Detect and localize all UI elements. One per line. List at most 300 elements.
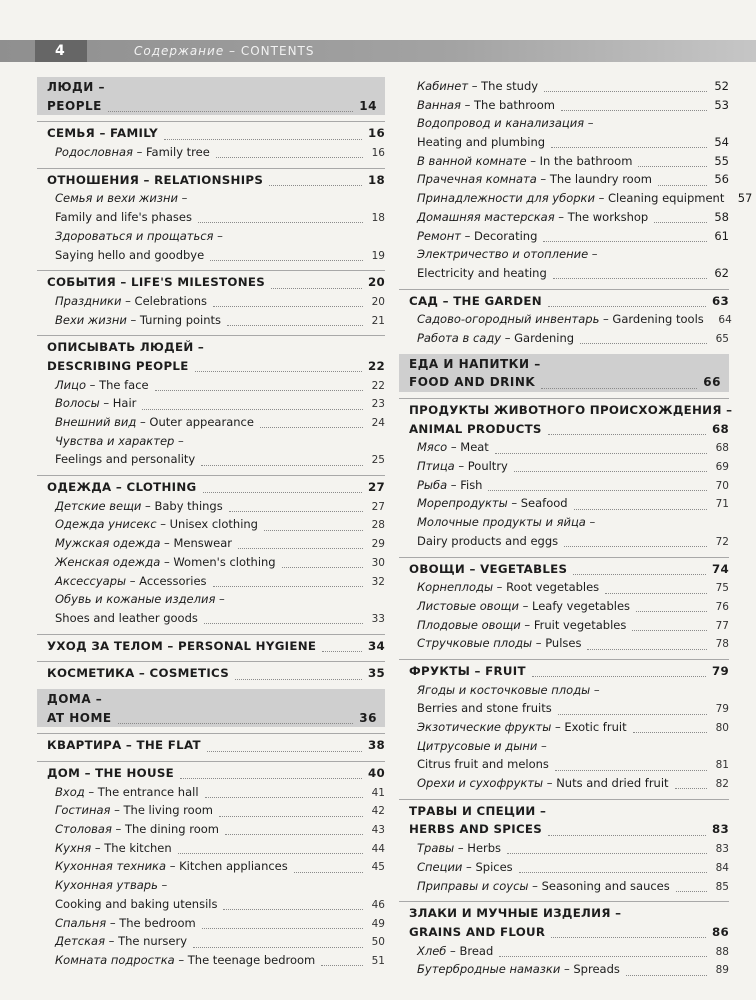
toc-subentry-page: 22: [371, 379, 385, 392]
toc-subentry[interactable]: [417, 457, 729, 476]
toc-section: [37, 77, 385, 115]
dot-leader: [223, 908, 363, 910]
toc-subentry[interactable]: [417, 189, 753, 208]
toc-subentry[interactable]: [417, 578, 729, 597]
toc-subentry-title: Работа в саду – Gardening: [417, 330, 575, 345]
toc-group: [399, 398, 733, 551]
toc-subentry-page: 65: [715, 332, 729, 345]
subentry-en-label: Pulses: [545, 636, 582, 651]
dot-leader: [282, 566, 363, 568]
toc-subentry-page: 32: [371, 575, 385, 588]
subentry-ru-label: Волосы: [55, 396, 100, 411]
toc-subentry[interactable]: [55, 820, 385, 839]
toc-heading[interactable]: [47, 273, 385, 292]
toc-heading[interactable]: [409, 923, 729, 942]
dot-leader: [548, 834, 706, 836]
toc-section-entry-page: 14: [359, 98, 377, 113]
toc-subentry[interactable]: [55, 951, 385, 970]
subentry-en-label: Family tree: [146, 145, 210, 160]
dot-leader: [675, 787, 707, 789]
dot-leader: [495, 452, 707, 454]
toc-subentry-page: 27: [371, 500, 385, 513]
toc-section-entry[interactable]: [47, 709, 377, 728]
toc-subentry[interactable]: [417, 329, 729, 348]
toc-subentry-page: 46: [371, 898, 385, 911]
subentry-en-label: Fish: [460, 477, 483, 492]
toc-subentry-page: 81: [715, 759, 729, 772]
dot-leader: [118, 722, 354, 724]
toc-subentry-page: 33: [371, 612, 385, 625]
toc-subentry[interactable]: [417, 839, 729, 858]
toc-subentry-ru: [417, 737, 729, 756]
toc-subentry-ru: [55, 876, 385, 895]
toc-heading[interactable]: [47, 736, 385, 755]
toc-subentry-page: 24: [371, 417, 385, 429]
toc-subentry-page: 83: [715, 843, 729, 856]
toc-subentry[interactable]: [55, 376, 385, 395]
toc-subentry-page: 25: [371, 454, 385, 467]
toc-subentry-ru: [55, 227, 385, 246]
toc-subentry-page: 75: [715, 582, 729, 595]
toc-subentry-page: 58: [714, 209, 729, 224]
toc-subentry-page: 43: [371, 824, 385, 837]
toc-subentry-page: 49: [371, 917, 385, 930]
toc-subentry-page: 30: [371, 556, 385, 569]
toc-subentries: [409, 310, 732, 347]
subentry-ru-label: Праздники: [55, 293, 122, 308]
dot-leader: [551, 146, 707, 148]
toc-subentry-title: Стручковые плоды – Pulses: [417, 636, 582, 651]
dot-leader: [142, 408, 363, 410]
subentry-en-label: The bedroom: [119, 915, 196, 930]
toc-subentry-title: Домашняя мастерская – The workshop: [417, 209, 649, 224]
toc-heading[interactable]: [47, 478, 385, 497]
heading-ru: ПРОДУКТЫ ЖИВОТНОГО ПРОИСХОЖДЕНИЯ –: [409, 403, 733, 417]
dot-leader: [488, 489, 707, 491]
subentry-en-label: Hair: [112, 396, 137, 411]
toc-group: [37, 270, 385, 329]
toc-heading[interactable]: [409, 560, 729, 579]
toc-heading-line: [47, 338, 385, 357]
toc-subentry[interactable]: [55, 534, 385, 553]
dot-leader: [219, 815, 363, 817]
subentry-en-label: The laundry room: [549, 172, 652, 187]
toc-subentry[interactable]: [55, 208, 385, 227]
toc-section-entry[interactable]: [409, 373, 721, 392]
toc-subentry-title: Мужская одежда – Menswear: [55, 536, 233, 551]
toc-heading-title: ОДЕЖДА – CLOTHING: [47, 480, 197, 495]
toc-group: [399, 77, 753, 283]
toc-subentry[interactable]: [55, 839, 385, 858]
dot-leader: [564, 545, 707, 547]
subentry-ru-label: Молочные продукты и яйца –: [417, 515, 596, 530]
subentry-ru-label: Водопровод и канализация –: [417, 116, 594, 131]
toc-subentry[interactable]: [55, 932, 385, 951]
subentry-ru-label: Орехи и сухофрукты: [417, 776, 544, 791]
dot-leader: [201, 464, 363, 466]
toc-subentry-page: 89: [715, 964, 729, 977]
subentry-en-label: Decorating: [474, 228, 538, 243]
dot-leader: [260, 426, 363, 428]
subentry-en-label: Root vegetables: [506, 580, 600, 595]
subentry-ru-label: Детские вещи: [55, 498, 142, 513]
toc-subentry[interactable]: [55, 413, 385, 432]
toc-subentry-title: Family and life's phases: [55, 210, 192, 225]
subentry-en-label: The kitchen: [104, 840, 172, 855]
dot-leader: [632, 629, 707, 631]
toc-subentry[interactable]: [55, 450, 385, 469]
toc-subentry[interactable]: [417, 597, 729, 616]
header-title-sep: –: [224, 44, 241, 58]
toc-subentry[interactable]: [55, 553, 385, 572]
dot-leader: [658, 184, 707, 186]
subentry-ru-label: Чувства и характер –: [55, 433, 184, 448]
toc-subentry[interactable]: [417, 133, 729, 152]
toc-subentry-title: Dairy products and eggs: [417, 533, 559, 548]
toc-subentry-title: Плодовые овощи – Fruit vegetables: [417, 617, 627, 632]
toc-subentry-title: Орехи и сухофрукты – Nuts and dried fruit: [417, 776, 669, 791]
toc-subentry-page: 51: [371, 954, 385, 967]
subentry-en-label: Celebrations: [134, 293, 208, 308]
dot-leader: [264, 529, 363, 531]
dot-leader: [210, 259, 363, 261]
toc-heading-page: 79: [711, 663, 729, 678]
toc-heading-page: 38: [367, 738, 385, 753]
toc-subentry[interactable]: [417, 755, 729, 774]
toc-heading[interactable]: [47, 357, 385, 376]
subentry-en-label: Fruit vegetables: [533, 617, 627, 632]
toc-subentry-page: 42: [371, 805, 385, 818]
toc-subentry[interactable]: [417, 264, 729, 283]
toc-subentry[interactable]: [55, 311, 385, 330]
subentry-ru-label: Птица: [417, 459, 455, 474]
header-title-en: CONTENTS: [240, 44, 315, 58]
toc-section-entry-title: PEOPLE: [47, 98, 102, 113]
toc-subentry-title: Женская одежда – Women's clothing: [55, 554, 276, 569]
toc-subentries: [47, 292, 385, 329]
toc-subentry[interactable]: [417, 699, 729, 718]
toc-subentry-ru: [417, 245, 729, 264]
toc-subentry[interactable]: [417, 152, 729, 171]
subentry-en-label: Nuts and dried fruit: [556, 776, 669, 791]
toc-subentry[interactable]: [417, 476, 729, 495]
toc-heading[interactable]: [409, 820, 729, 839]
subentry-en-label: Menswear: [173, 536, 233, 551]
dot-leader: [271, 287, 362, 289]
subentry-en-label: Women's clothing: [173, 554, 276, 569]
toc-subentry-page: 62: [714, 265, 729, 280]
toc-subentry-page: 18: [371, 212, 385, 225]
dot-leader: [676, 890, 707, 892]
toc-subentry[interactable]: [417, 227, 729, 246]
dot-leader: [605, 592, 707, 594]
subentry-en-label: Accessories: [139, 573, 207, 588]
toc-subentries: [409, 438, 729, 550]
dot-leader: [204, 622, 363, 624]
toc-subentry-title: Садово-огородный инвентарь – Gardening tools: [417, 312, 704, 327]
toc-subentry-title: Родословная – Family tree: [55, 145, 210, 160]
toc-subentry[interactable]: [55, 783, 385, 802]
heading-ru: ОПИСЫВАТЬ ЛЮДЕЙ –: [47, 340, 205, 355]
subentry-ru-label: Лицо: [55, 377, 86, 392]
toc-subentry[interactable]: [417, 96, 729, 115]
toc-subentries: [409, 839, 729, 895]
toc-group: [37, 121, 385, 161]
subentry-en-label: Bread: [459, 943, 494, 958]
toc-subentry[interactable]: [417, 616, 729, 635]
dot-leader: [507, 852, 707, 854]
toc-heading-page: 74: [711, 561, 729, 576]
toc-section-entry-title: FOOD AND DRINK: [409, 375, 536, 390]
toc-subentry[interactable]: [55, 497, 385, 516]
toc-subentry-page: 61: [714, 228, 729, 243]
right-column: [399, 77, 753, 979]
dot-leader: [322, 650, 362, 652]
section-title-ru: ДОМА –: [47, 691, 103, 706]
toc-subentry[interactable]: [55, 857, 385, 876]
toc-subentry[interactable]: [55, 572, 385, 591]
toc-subentry[interactable]: [417, 718, 729, 737]
toc-subentry[interactable]: [55, 292, 385, 311]
subentry-ru-label: Домашняя мастерская: [417, 209, 555, 224]
toc-heading-title: САД – THE GARDEN: [409, 293, 542, 308]
subentry-en-label: Seasoning and sauces: [541, 878, 670, 893]
dot-leader: [587, 648, 707, 650]
dot-leader: [164, 138, 362, 140]
subentry-ru-label: Комната подростка: [55, 952, 175, 967]
toc-subentries: [409, 942, 729, 979]
toc-subentries: [47, 497, 385, 628]
section-title-ru: ЛЮДИ –: [47, 80, 105, 94]
subentry-en-label: Spices: [475, 859, 513, 874]
toc-heading-page: 68: [711, 421, 729, 436]
subentry-ru-label: Ягоды и косточковые плоды –: [417, 682, 600, 697]
toc-group: [399, 659, 729, 793]
toc-subentry-page: 55: [714, 153, 729, 168]
toc-heading[interactable]: [47, 124, 385, 143]
dot-leader: [155, 389, 363, 391]
toc-heading-title: ФРУКТЫ – FRUIT: [409, 663, 526, 678]
dot-leader: [561, 109, 707, 111]
toc-heading[interactable]: [409, 662, 729, 681]
toc-subentry-page: 53: [714, 97, 729, 112]
toc-heading-title: СОБЫТИЯ – LIFE'S MILESTONES: [47, 275, 266, 290]
subentry-en-label: The study: [481, 79, 539, 93]
toc-heading-title: ANIMAL PRODUCTS: [409, 421, 542, 436]
toc-heading-title: ДОМ – THE HOUSE: [47, 766, 175, 780]
toc-subentry-title: Saying hello and goodbye: [55, 247, 205, 262]
toc-group: [37, 168, 385, 264]
dot-leader: [213, 305, 363, 307]
dot-leader: [544, 90, 707, 92]
toc-subentry-title: Feelings and personality: [55, 452, 196, 467]
toc-subentry-page: 68: [715, 442, 729, 455]
toc-subentry-ru: [55, 189, 385, 208]
toc-subentry[interactable]: [55, 394, 385, 413]
toc-group: [37, 335, 385, 469]
toc-subentry[interactable]: [55, 801, 385, 820]
dot-leader: [238, 547, 363, 549]
toc-subentry[interactable]: [55, 515, 385, 534]
dot-leader: [205, 796, 363, 798]
toc-subentry-title: Heating and plumbing: [417, 135, 546, 150]
toc-subentry-page: 21: [371, 314, 385, 327]
subentry-ru-label: Одежда унисекс: [55, 517, 157, 532]
toc-subentry-page: 64: [718, 314, 732, 327]
toc-group: [399, 901, 729, 979]
toc-subentry-ru: [417, 114, 729, 133]
dot-leader: [553, 277, 707, 279]
toc-subentry[interactable]: [417, 494, 729, 513]
toc-heading-page: 20: [367, 275, 385, 290]
toc-subentry-title: Листовые овощи – Leafy vegetables: [417, 598, 631, 613]
toc-subentry-title: Травы – Herbs: [417, 841, 502, 856]
toc-heading[interactable]: [47, 664, 385, 683]
subentry-ru-label: Столовая: [55, 822, 112, 837]
dot-leader: [193, 946, 363, 948]
subentry-en-label: Herbs: [467, 841, 502, 856]
toc-subentry[interactable]: [417, 532, 729, 551]
toc-subentry[interactable]: [55, 914, 385, 933]
toc-subentry-page: 79: [715, 703, 729, 716]
subentry-en-label: The dining room: [124, 822, 219, 837]
subentry-ru-label: Электричество и отопление –: [417, 247, 598, 262]
toc-subentry-title: Экзотические фрукты – Exotic fruit: [417, 720, 627, 734]
subentry-ru-label: Корнеплоды: [417, 580, 494, 595]
dot-leader: [229, 510, 363, 512]
subentry-ru-label: Кухонная техника: [55, 859, 167, 874]
subentry-en-label: Turning points: [139, 312, 222, 327]
toc-subentry-page: 29: [371, 538, 385, 551]
toc-heading-title: HERBS AND SPICES: [409, 822, 543, 837]
subentry-ru-label: Внешний вид: [55, 415, 137, 429]
toc-heading-page: 22: [367, 358, 385, 373]
subentry-ru-label: Травы: [417, 841, 455, 856]
toc-subentry-page: 52: [714, 79, 729, 93]
toc-subentry-title: Electricity and heating: [417, 265, 547, 280]
subentry-en-label: Exotic fruit: [564, 720, 627, 734]
toc-heading-page: 86: [711, 924, 729, 939]
header-bar: [0, 40, 756, 62]
toc-heading-title: ОТНОШЕНИЯ – RELATIONSHIPS: [47, 172, 264, 187]
toc-heading-page: 83: [711, 822, 729, 837]
subentry-ru-label: Обувь и кожаные изделия –: [55, 592, 225, 607]
toc-heading-title: DESCRIBING PEOPLE: [47, 358, 189, 373]
toc-subentry-page: 56: [714, 172, 729, 187]
toc-subentry[interactable]: [417, 634, 729, 653]
subentry-en-label: Outer appearance: [149, 415, 254, 429]
toc-subentry-page: 77: [715, 619, 729, 632]
toc-heading[interactable]: [409, 292, 729, 311]
toc-heading[interactable]: [47, 171, 385, 190]
toc-subentry-title: Птица – Poultry: [417, 459, 508, 474]
dot-leader: [580, 342, 707, 344]
subentry-en-label: The face: [99, 377, 149, 392]
subentry-en-label: Gardening: [514, 330, 575, 345]
subentry-ru-label: Хлеб: [417, 943, 447, 958]
subentry-en-label: The teenage bedroom: [187, 952, 316, 967]
toc-subentry-title: Принадлежности для уборки – Cleaning equipment: [417, 191, 725, 206]
toc-subentry[interactable]: [417, 438, 729, 457]
toc-heading[interactable]: [47, 764, 385, 783]
toc-section-entry[interactable]: [47, 97, 377, 116]
dot-leader: [548, 433, 706, 435]
dot-leader: [548, 305, 706, 307]
subentry-ru-label: Кабинет: [417, 79, 469, 93]
toc-subentry-title: Citrus fruit and melons: [417, 757, 549, 772]
subentry-ru-label: Женская одежда: [55, 554, 161, 569]
page-number: 4: [35, 40, 87, 62]
toc-subentry[interactable]: [417, 877, 729, 896]
subentry-ru-label: Бутербродные намазки: [417, 962, 561, 977]
toc-heading-title: КВАРТИРА – THE FLAT: [47, 738, 201, 753]
subentry-ru-label: Мясо: [417, 440, 448, 455]
toc-group: [37, 661, 385, 683]
toc-subentry-page: 50: [371, 936, 385, 949]
subentry-en-label: Leafy vegetables: [532, 598, 631, 613]
dot-leader: [321, 964, 363, 966]
toc-subentry-title: Корнеплоды – Root vegetables: [417, 580, 600, 595]
heading-ru: ЗЛАКИ И МУЧНЫЕ ИЗДЕЛИЯ –: [409, 906, 622, 921]
toc-subentry[interactable]: [417, 960, 729, 979]
toc-subentry[interactable]: [55, 143, 385, 162]
toc-subentry-page: 41: [371, 786, 385, 799]
dot-leader: [235, 678, 362, 680]
toc-subentry[interactable]: [417, 170, 729, 189]
toc-subentry-ru: [417, 681, 729, 700]
toc-subentry-title: Ремонт – Decorating: [417, 228, 538, 243]
toc-group: [399, 799, 729, 895]
subentry-ru-label: Специи: [417, 859, 463, 874]
dot-leader: [203, 491, 362, 493]
toc-section-line: [47, 690, 377, 709]
subentry-ru-label: Плодовые овощи: [417, 617, 521, 632]
toc-group: [37, 733, 385, 755]
toc-heading[interactable]: [409, 420, 729, 439]
toc-subentry[interactable]: [417, 942, 729, 961]
toc-subentry[interactable]: [417, 858, 729, 877]
subentry-en-label: The bathroom: [474, 97, 555, 112]
toc-subentry[interactable]: [417, 774, 729, 793]
dot-leader: [555, 769, 707, 771]
toc-subentry[interactable]: [55, 246, 385, 265]
toc-section: [399, 354, 729, 392]
toc-heading[interactable]: [47, 637, 385, 656]
toc-subentry-page: 80: [715, 722, 729, 734]
toc-subentry-title: Бутербродные намазки – Spreads: [417, 962, 620, 977]
toc-subentry-title: Специи – Spices: [417, 859, 513, 874]
subentry-ru-label: Вехи жизни: [55, 312, 127, 327]
toc-subentry[interactable]: [417, 310, 732, 329]
toc-subentry[interactable]: [55, 895, 385, 914]
dot-leader: [573, 573, 706, 575]
subentry-ru-label: Рыба: [417, 477, 448, 492]
subentry-ru-label: Листовые овощи: [417, 598, 519, 613]
dot-leader: [213, 585, 363, 587]
toc-subentry-title: Рыба – Fish: [417, 477, 483, 492]
toc-subentry[interactable]: [55, 609, 385, 628]
toc-subentry-title: Детские вещи – Baby things: [55, 498, 223, 513]
subentry-ru-label: Гостиная: [55, 803, 111, 818]
toc-subentries: [47, 189, 385, 264]
toc-subentry[interactable]: [417, 77, 729, 96]
toc-subentry-page: 70: [715, 479, 729, 492]
subentry-ru-label: Ремонт: [417, 228, 461, 243]
subentry-ru-label: Родословная: [55, 145, 133, 160]
dot-leader: [636, 610, 707, 612]
toc-subentry[interactable]: [417, 208, 729, 227]
subentry-ru-label: Кухонная утварь –: [55, 878, 168, 893]
